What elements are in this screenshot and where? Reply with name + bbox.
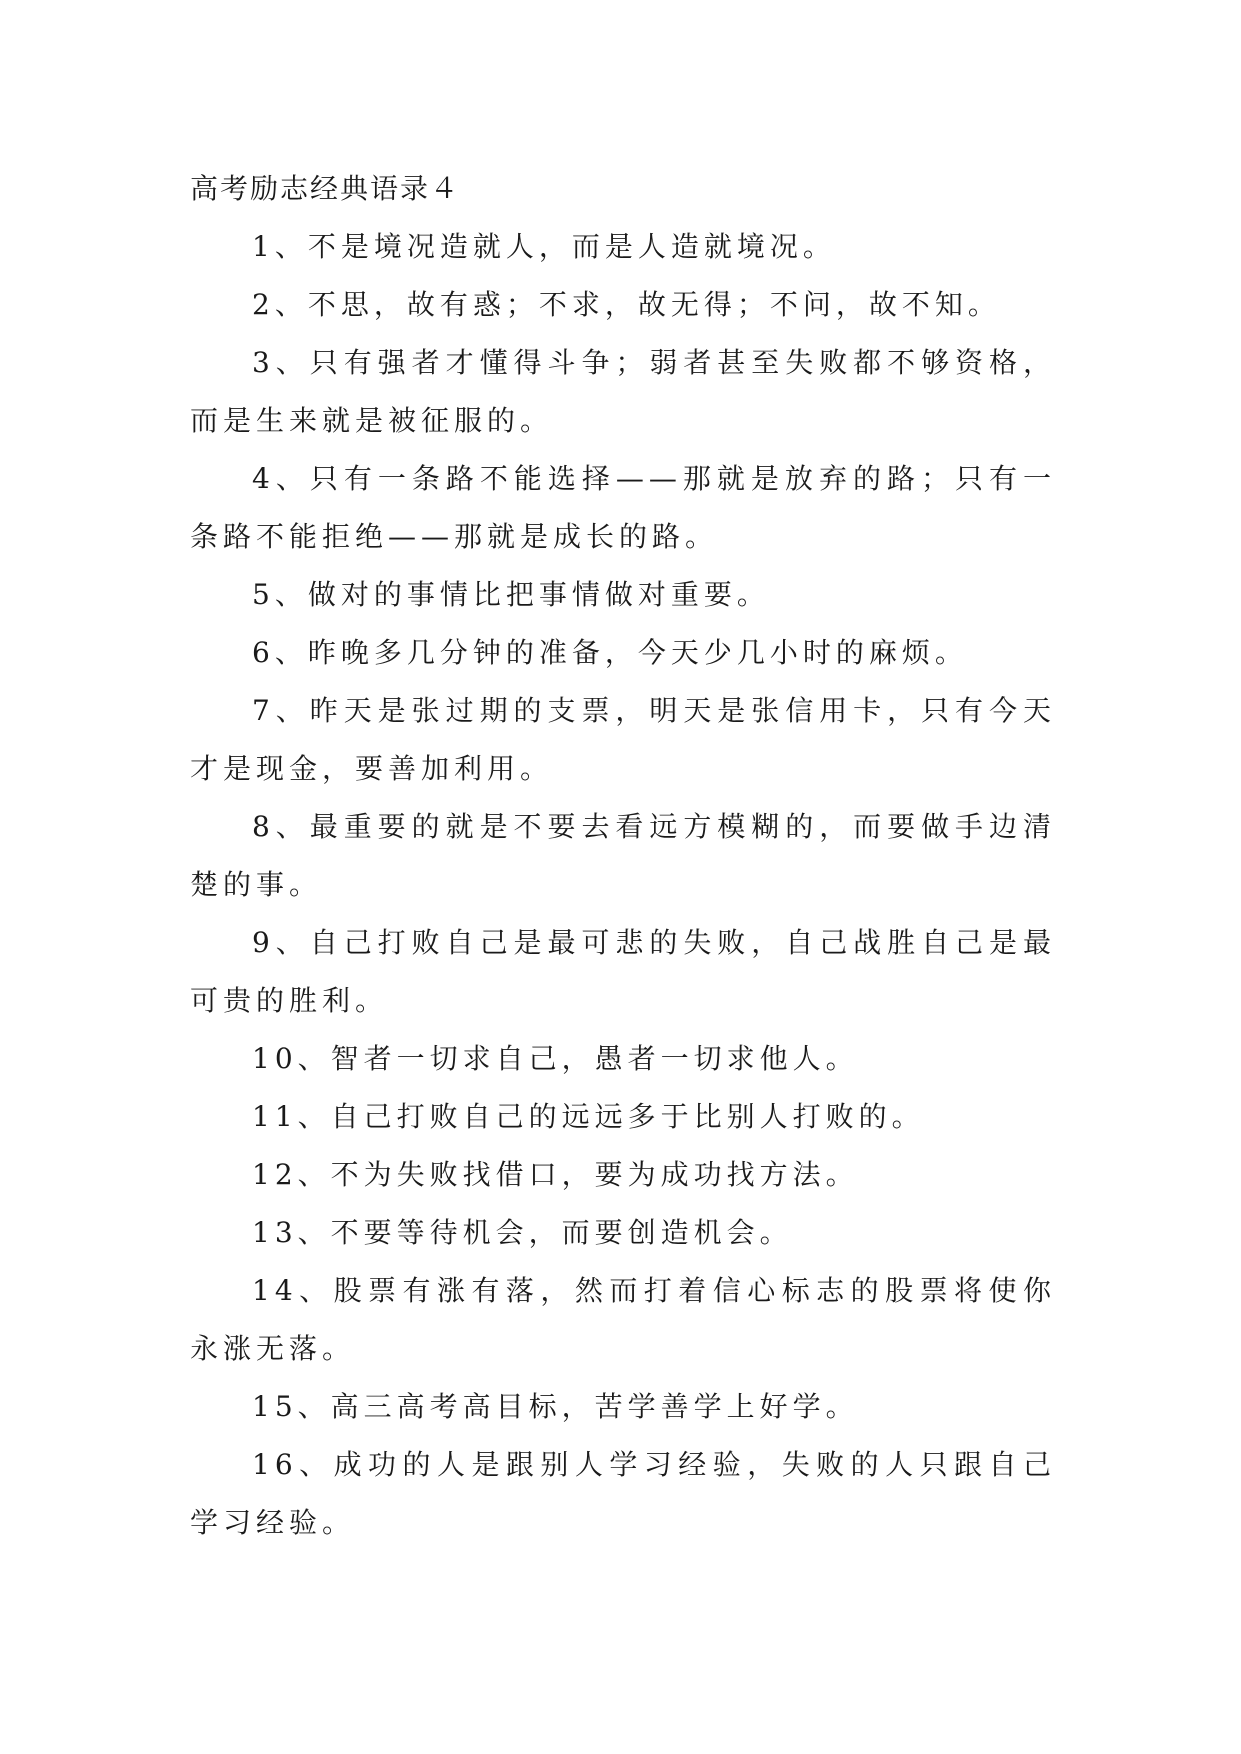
quote-paragraph-11: 11、自己打败自己的远远多于比别人打败的。 (252, 1100, 925, 1133)
quote-paragraph-6: 6、昨晚多几分钟的准备，今天少几小时的麻烦。 (252, 636, 968, 669)
document-page (190, 160, 1056, 1552)
quote-paragraph-1: 1、不是境况造就人，而是人造就境况。 (252, 230, 836, 263)
quote-paragraph-2: 2、不思，故有惑；不求，故无得；不问，故不知。 (252, 288, 1001, 321)
quote-paragraph-3: 3、只有强者才懂得斗争；弱者甚至失败都不够资格，而是生来就是被征服的。 (190, 346, 1056, 437)
quote-paragraph-13: 13、不要等待机会，而要创造机会。 (252, 1216, 793, 1249)
quote-paragraph-8: 8、最重要的就是不要去看远方模糊的，而要做手边清楚的事。 (190, 810, 1056, 901)
quote-paragraph-14: 14、股票有涨有落，然而打着信心标志的股票将使你永涨无落。 (190, 1274, 1056, 1365)
quote-paragraph-9: 9、自己打败自己是最可悲的失败，自己战胜自己是最可贵的胜利。 (190, 926, 1056, 1017)
document-title: 高考励志经典语录４ (190, 172, 461, 205)
quote-paragraph-12: 12、不为失败找借口，要为成功找方法。 (252, 1158, 859, 1191)
quote-paragraph-10: 10、智者一切求自己，愚者一切求他人。 (252, 1042, 859, 1075)
quote-paragraph-4: 4、只有一条路不能选择——那就是放弃的路；只有一条路不能拒绝——那就是成长的路。 (190, 462, 1056, 553)
quote-paragraph-7: 7、昨天是张过期的支票，明天是张信用卡，只有今天才是现金，要善加利用。 (190, 694, 1056, 785)
quote-paragraph-16: 16、成功的人是跟别人学习经验，失败的人只跟自己学习经验。 (190, 1448, 1056, 1539)
quote-paragraph-5: 5、做对的事情比把事情做对重要。 (252, 578, 770, 611)
quote-paragraph-15: 15、高三高考高目标，苦学善学上好学。 (252, 1390, 859, 1423)
